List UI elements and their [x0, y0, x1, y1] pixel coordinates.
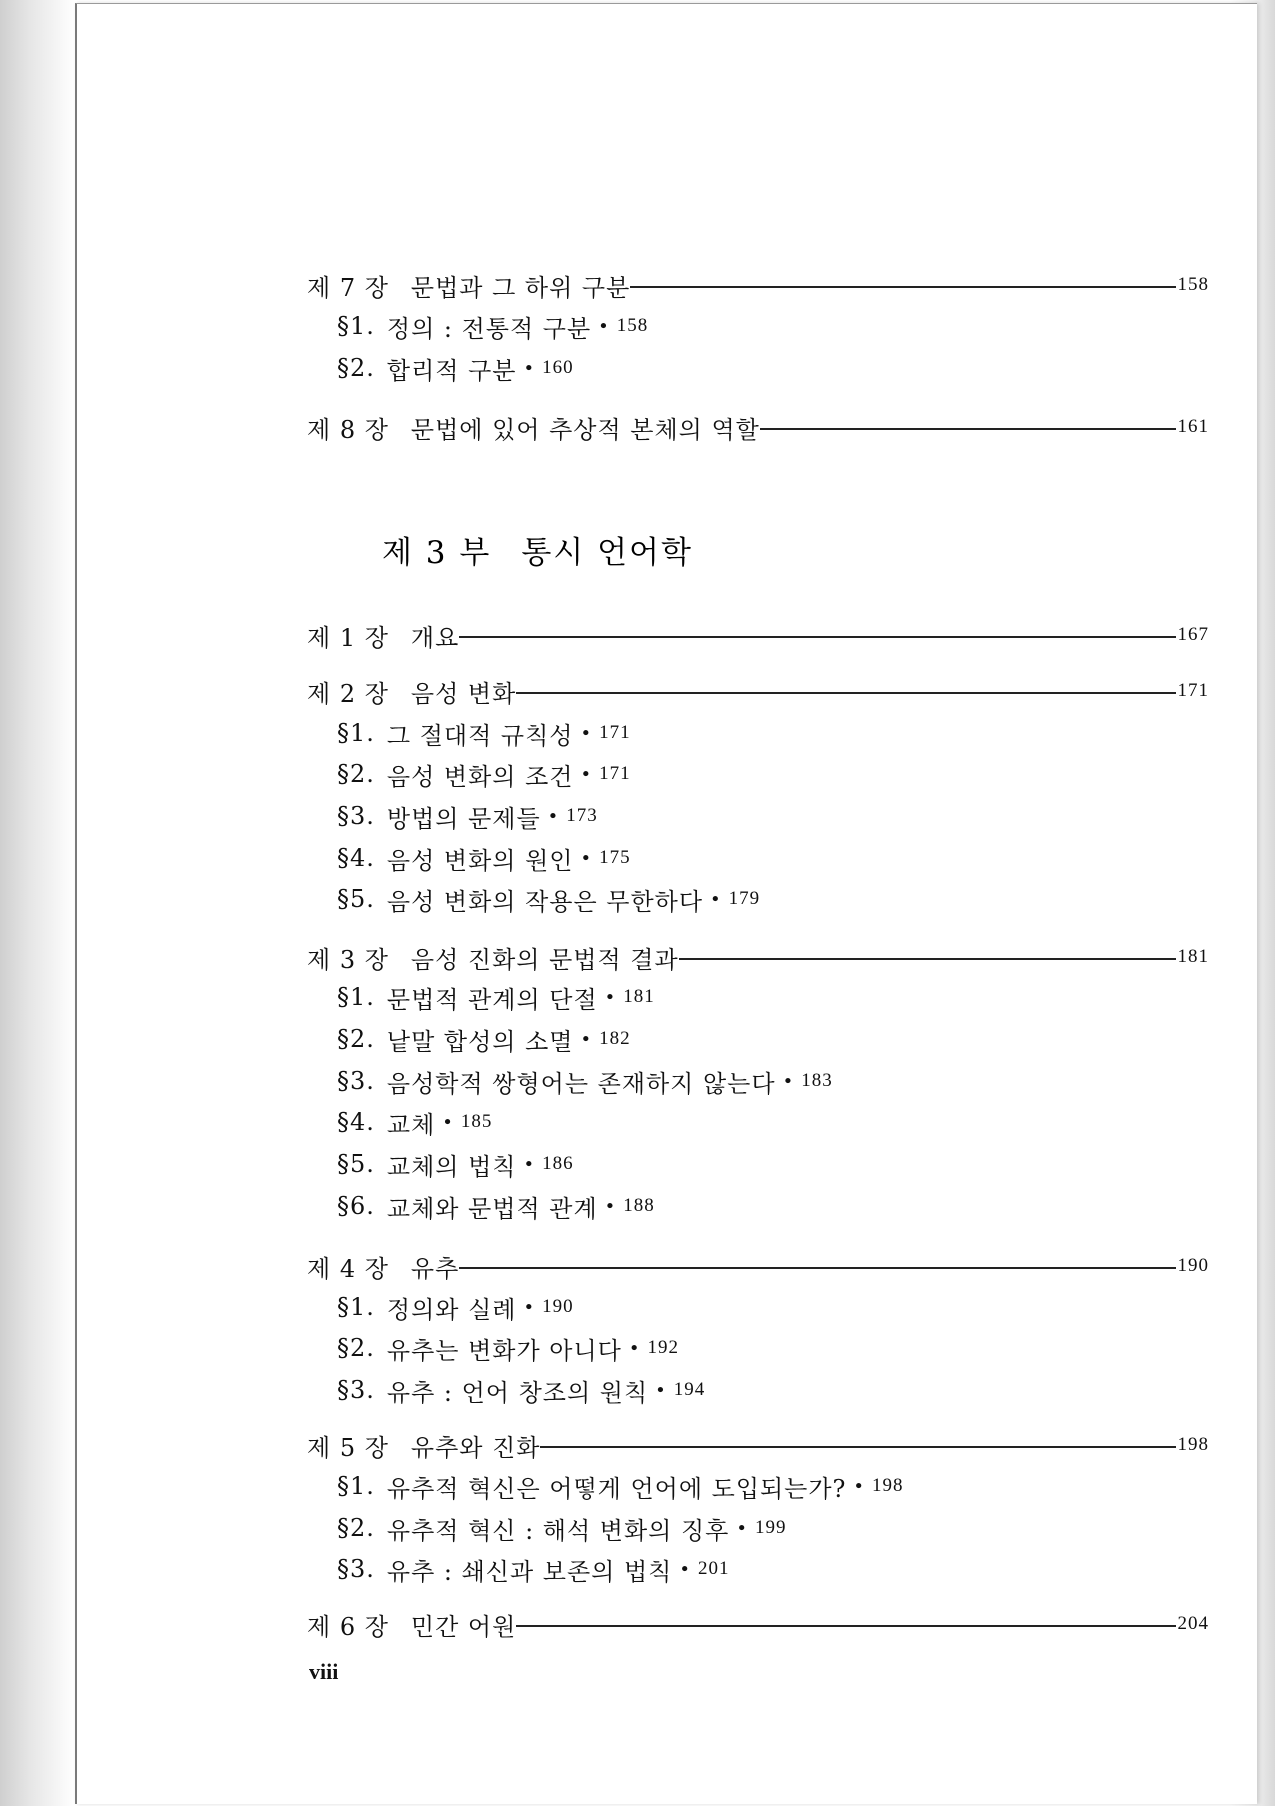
toc-section[interactable] [337, 1373, 705, 1407]
separator-dot: • [736, 1517, 748, 1539]
separator-dot: • [580, 847, 593, 869]
leader-line [630, 286, 1175, 288]
section-page-number: 173 [566, 805, 598, 826]
toc-section[interactable] [337, 757, 631, 791]
chapter-number: 제 7 장 [307, 273, 389, 302]
section-number: §3. [337, 1555, 375, 1583]
separator-dot: • [442, 1111, 454, 1133]
section-number: §2. [337, 1514, 375, 1542]
section-page-number: 175 [599, 847, 631, 868]
toc-section[interactable] [337, 799, 598, 833]
chapter-number: 제 3 장 [307, 945, 389, 974]
section-number: §2. [337, 1334, 375, 1362]
leader-line [540, 1446, 1175, 1448]
separator-dot: • [853, 1475, 866, 1497]
leader-line [459, 636, 1175, 638]
separator-dot: • [655, 1379, 667, 1401]
separator-dot: • [628, 1337, 641, 1359]
toc-chapter-6[interactable] [307, 1606, 1209, 1642]
section-number: §2. [337, 1025, 375, 1053]
chapter-page-number: 167 [1177, 624, 1209, 645]
section-title: 그 절대적 규칙성 [386, 721, 574, 750]
chapter-page-number: 161 [1177, 416, 1209, 437]
toc-section[interactable] [337, 1552, 729, 1586]
separator-dot: • [580, 1028, 593, 1050]
chapter-page-number: 198 [1177, 1434, 1209, 1455]
section-page-number: 186 [542, 1153, 574, 1174]
toc-section[interactable] [337, 1105, 492, 1139]
section-page-number: 158 [616, 315, 649, 336]
toc-section[interactable] [337, 980, 655, 1014]
leader-line [679, 958, 1176, 960]
chapter-title: 음성 변화 [410, 679, 517, 708]
section-page-number: 183 [801, 1070, 833, 1091]
toc-chapter-4[interactable] [307, 1248, 1209, 1284]
section-number: §1. [337, 719, 375, 747]
section-page-number: 171 [599, 722, 631, 743]
section-page-number: 201 [697, 1558, 730, 1579]
leader-line [516, 1625, 1175, 1627]
section-title: 유추 : 쇄신과 보존의 법칙 [386, 1557, 673, 1586]
chapter-page-number: 204 [1177, 1613, 1209, 1634]
toc-section[interactable] [337, 716, 631, 750]
separator-dot: • [679, 1558, 691, 1580]
section-title: 음성 변화의 조건 [386, 762, 574, 791]
section-page-number: 192 [647, 1337, 679, 1358]
section-number: §5. [337, 885, 375, 913]
part-number: 제 3 부 [382, 535, 492, 571]
section-number: §1. [337, 1293, 375, 1321]
chapter-title: 개요 [410, 623, 460, 652]
separator-dot: • [547, 805, 560, 827]
chapter-title: 문법에 있어 추상적 본체의 역할 [410, 415, 760, 444]
section-title: 교체와 문법적 관계 [386, 1194, 598, 1223]
chapter-number: 제 5 장 [307, 1433, 389, 1462]
section-title: 음성 변화의 원인 [386, 846, 574, 875]
chapter-number: 제 1 장 [307, 623, 389, 652]
section-page-number: 160 [542, 357, 574, 378]
separator-dot: • [580, 722, 593, 744]
section-title: 정의 : 전통적 구분 [386, 314, 592, 343]
toc-chapter-3[interactable] [307, 939, 1209, 975]
chapter-title: 유추 [410, 1254, 460, 1283]
leader-line [459, 1267, 1175, 1269]
chapter-page-number: 158 [1177, 274, 1209, 295]
chapter-title: 음성 진화의 문법적 결과 [410, 945, 679, 974]
toc-section[interactable] [337, 309, 648, 343]
section-title: 낱말 합성의 소멸 [386, 1027, 574, 1056]
page-folio: viii [309, 1659, 339, 1684]
section-page-number: 179 [728, 888, 761, 909]
section-title: 방법의 문제들 [386, 804, 541, 833]
section-number: §1. [337, 1472, 375, 1500]
chapter-number: 제 6 장 [307, 1612, 389, 1641]
toc-section[interactable] [337, 882, 760, 916]
section-number: §3. [337, 802, 375, 830]
section-number: §1. [337, 312, 375, 340]
section-page-number: 185 [460, 1111, 493, 1132]
section-title: 음성학적 쌍형어는 존재하지 않는다 [386, 1069, 776, 1098]
separator-dot: • [523, 1296, 536, 1318]
section-title: 정의와 실례 [386, 1295, 517, 1324]
toc-section[interactable] [337, 1022, 631, 1056]
toc-section[interactable] [337, 841, 631, 875]
chapter-title: 유추와 진화 [410, 1433, 541, 1462]
section-page-number: 188 [623, 1195, 655, 1216]
leader-line [516, 692, 1175, 694]
separator-dot: • [598, 315, 610, 337]
chapter-title: 민간 어원 [410, 1612, 517, 1641]
section-title: 유추적 혁신은 어떻게 언어에 도입되는가? [386, 1474, 847, 1503]
section-page-number: 194 [673, 1379, 706, 1400]
chapter-number: 제 2 장 [307, 679, 389, 708]
toc-section[interactable] [337, 1064, 833, 1098]
section-page-number: 182 [599, 1028, 631, 1049]
toc-chapter-2[interactable] [307, 673, 1209, 709]
section-title: 문법적 관계의 단절 [386, 985, 598, 1014]
section-number: §3. [337, 1067, 375, 1095]
toc-section[interactable] [337, 1511, 786, 1545]
section-title: 교체의 법칙 [386, 1152, 517, 1181]
separator-dot: • [604, 986, 617, 1008]
section-title: 유추적 혁신 : 해석 변화의 징후 [386, 1516, 730, 1545]
book-page [75, 3, 1257, 1804]
chapter-number: 제 4 장 [307, 1254, 389, 1283]
section-page-number: 171 [599, 763, 631, 784]
separator-dot: • [710, 888, 722, 910]
section-page-number: 198 [872, 1475, 904, 1496]
section-page-number: 199 [754, 1517, 787, 1538]
chapter-number: 제 8 장 [307, 415, 389, 444]
toc-chapter-1[interactable] [307, 617, 1209, 653]
toc-section[interactable] [337, 351, 574, 385]
section-number: §6. [337, 1192, 375, 1220]
section-page-number: 181 [623, 986, 655, 1007]
toc-section[interactable] [337, 1331, 679, 1365]
section-number: §2. [337, 354, 375, 382]
section-number: §4. [337, 1108, 375, 1136]
section-title: 음성 변화의 작용은 무한하다 [386, 887, 704, 916]
section-title: 교체 [386, 1110, 436, 1139]
toc-section[interactable] [337, 1147, 574, 1181]
leader-line [760, 428, 1176, 430]
toc-section[interactable] [337, 1469, 904, 1503]
section-page-number: 190 [542, 1296, 574, 1317]
toc-chapter-5[interactable] [307, 1427, 1209, 1463]
toc-chapter-8[interactable] [307, 409, 1209, 445]
section-title: 유추는 변화가 아니다 [386, 1336, 622, 1365]
section-number: §3. [337, 1376, 375, 1404]
separator-dot: • [523, 1153, 536, 1175]
section-number: §2. [337, 760, 375, 788]
separator-dot: • [523, 357, 536, 379]
separator-dot: • [580, 763, 593, 785]
chapter-page-number: 171 [1177, 680, 1209, 701]
separator-dot: • [782, 1070, 795, 1092]
section-number: §1. [337, 983, 375, 1011]
chapter-page-number: 190 [1177, 1255, 1209, 1276]
chapter-title: 문법과 그 하위 구분 [410, 273, 631, 302]
section-title: 유추 : 언어 창조의 원칙 [386, 1378, 649, 1407]
section-title: 합리적 구분 [386, 356, 517, 385]
part-title: 통시 언어학 [521, 535, 693, 571]
toc-section[interactable] [337, 1189, 655, 1223]
toc-chapter-7[interactable] [307, 267, 1209, 303]
toc-section[interactable] [337, 1290, 574, 1324]
separator-dot: • [604, 1195, 617, 1217]
chapter-page-number: 181 [1177, 946, 1209, 967]
section-number: §4. [337, 844, 375, 872]
part-heading [382, 527, 693, 572]
section-number: §5. [337, 1150, 375, 1178]
